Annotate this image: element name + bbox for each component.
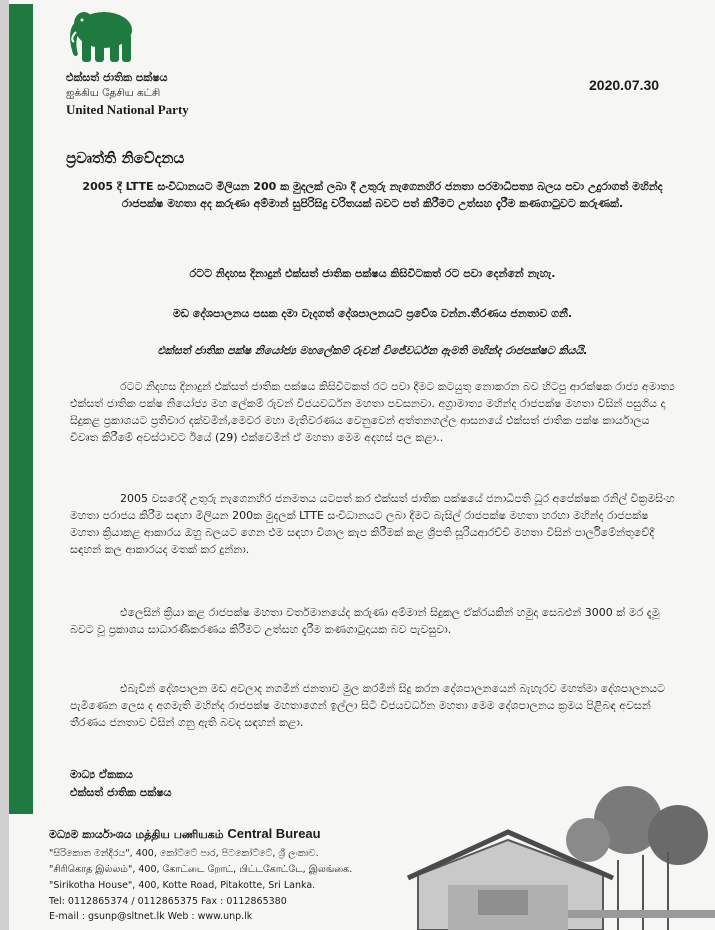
contact-email-web: E-mail : gsunp@sltnet.lk Web : www.unp.lk: [49, 911, 253, 922]
headline-2: රටට නිදහස දිනාදුන් එක්සත් ජාතික පක්ෂය කිසිවිටකත් රට පවා දෙන්නේ නැහැ.: [189, 267, 556, 280]
address-tamil: "சிரிகொத இல்லம்", 400, கோட்டை றோட், பிட்டகோட்டே, இலங்கை.: [49, 864, 353, 875]
paragraph-4: එබැවින් දේශපාලන මඩ අවලාද නගමින් ජනතාව මුල කරමින් සිදු කරන දේශපාලනයෙන් බැහැරව මහත්මා දේශපාලනයට පැමිණෙන ලෙස ද අගමැති මහින්ද රාජපක්ෂ මහතාගෙන් ඉල්ලා සිටි විජයවර්ධන මහතා මෙම දේශපාලනය ක්‍රමය පිළිබඳ අවසන් තීරණය ජනතාව විසින් ගනු ඇති බවද සඳහන් කළා.: [70, 682, 666, 729]
party-headquarters-photo: [388, 780, 715, 930]
bureau-english: Central Bureau: [227, 826, 321, 841]
signature-unit: මාධ්‍ය ඒකකය: [70, 768, 133, 781]
headline-4: එක්සත් ජාතික පක්ෂ නියෝජ්‍ය මහලේකම් රුවන් විජේවර්ධන ඇමති මහින්ද රාජපක්ෂට කියයි.: [157, 344, 588, 357]
green-side-bar: [9, 4, 33, 814]
headline-1: 2005 දී LTTE සංවිධානයට මිලියන 200 ක මුදලක් ලබා දී උතුරු නැගෙනහිර ජනතා පරමාධිපත්‍ය බලය පවා උදුරාගත් මහින්ද රාජපක්ෂ මහතා අද කරුණා අම්මාන් සුපිරිසිදු චරිතයක් බවට පත් කිරීමට උත්සහ දැරීම කණගාටුවට කරුණක්.: [82, 180, 663, 210]
elephant-logo-icon: [62, 6, 140, 68]
party-name-english: United National Party: [66, 102, 189, 117]
signature-party: එක්සත් ජාතික පක්ෂය: [70, 786, 172, 799]
party-name-tamil: ஐக்கிய தேசிய கட்சி: [66, 87, 161, 99]
central-bureau-label: [49, 826, 321, 843]
paragraph-1: රටට නිදහස දිනාදුන් එක්සත් ජාතික පක්ෂය කිසිවිටකත් රට පවා දීමට කටයුතු නොකරන බව හිටපු ආරක්ෂක රාජ්‍ය අමාත්‍ය එක්සත් ජාතික පක්ෂ නියෝජ්‍ය මහ ලේකම් රුවන් විජයවර්ධන මහතා පවසනවා. අග්‍රාමාත්‍ය මහින්ද රාජපක්ෂ මහතා විසින් පසුගිය දා සිදුකළ ප්‍රකාශයට ප්‍රතිචාර දක්වමින්,මෙවර මහා මැතිවරණය වෙනුවෙන් අත්තනගල්ල ආසනයේ එක්සත් ජාතික පක්ෂ කාර්යාලය විවෘත කිරීමේ අවස්ථාවට ඊයේ (29) එක්වෙමින් ඒ මහතා මෙම අදහස් පල කළා..: [70, 380, 675, 444]
paragraph-3: එලෙසින් ක්‍රියා කළ රාජපක්ෂ මහතා වර්තමානයේද කරුණා අම්මාන් සිදුකල ඒක්රයකින් හමුදා සෙබළුන් 3000 ක් මර දැමූ බවට වූ ප්‍රකාශය සාධාරණීකරණය කිරීමට උත්සහ දැරීම කණගාටුදායක බව පැවසුවා.: [70, 606, 660, 636]
party-name-sinhala: එක්සත් ජාතික පක්ෂය: [66, 71, 168, 84]
bureau-sinhala: මධ්‍යම කාර්යාංශය: [49, 828, 132, 841]
bureau-tamil: மத்திய பணியகம்: [135, 828, 224, 841]
paragraph-2: 2005 වසරෙදී උතුරු නැගෙනහිර ජනමතය යටපත් කර එක්සත් ජාතික පක්ෂයේ ජනාධිපති ධූර අපේක්ෂක රනිල් වික්‍රමසිංහ මහතා පරාජය කිරීම සඳහා මිලියන 200ක මුදලක් LTTE සංවිධානයට ලබා දීමට බැසිල් රාජපක්ෂ මහතා හරහා මහින්ද රාජපක්ෂ මහතා ක්‍රියාකළ ආකාරය ඔහු බලයට ගෙන එම සඳහා විශාල කැප කිරීමක් කළ ශ්‍රීපති සූරියආරච්චි මහතා විසින් පාර්ලිමේන්තුවේදී සඳහන් කල ආකාරයද මතක් කර දුන්නා.: [70, 492, 675, 556]
headline-3: මඩ දේශපාලනය පසක දමා වැදගත් දේශපාලනයට ප්‍රවේශ වන්න.තීරණය ජනතාව ගනී.: [172, 307, 573, 320]
address-sinhala: "සිරිකොත මන්දිරය", 400, කෝට්ටේ පාර, පිටකෝට්ටේ, ශ්‍රී ලංකාව.: [49, 848, 319, 859]
document-title: ප්‍රවෘත්ති නිවේදනය: [66, 149, 185, 167]
scan-edge: [0, 0, 9, 930]
contact-phone: Tel: 0112865374 / 0112865375 Fax : 0112865380: [49, 896, 287, 907]
release-date: 2020.07.30: [589, 77, 660, 93]
address-english: "Sirikotha House", 400, Kotte Road, Pitakotte, Sri Lanka.: [49, 880, 316, 891]
